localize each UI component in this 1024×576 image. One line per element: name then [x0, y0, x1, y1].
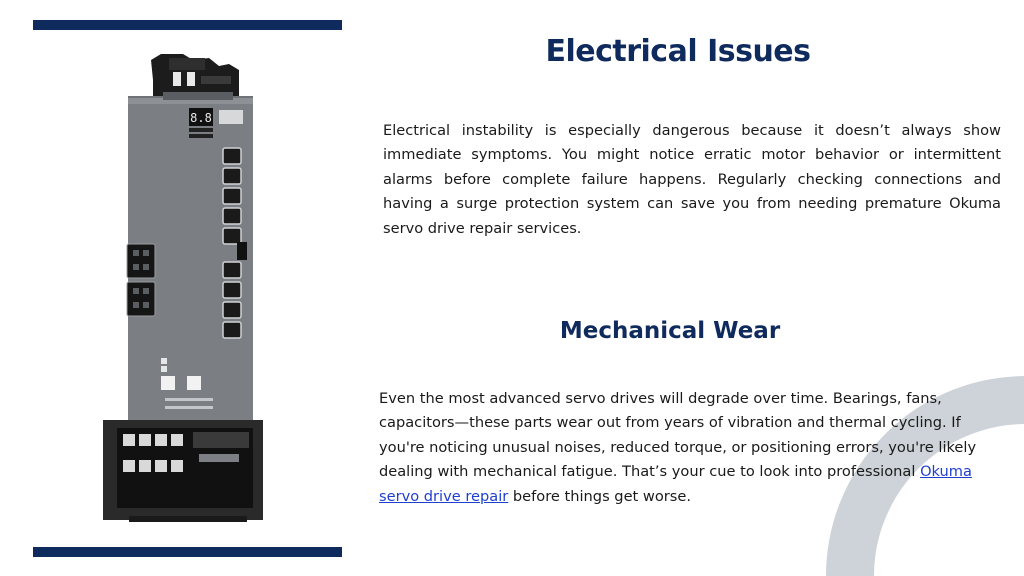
servo-drive-image: [33, 20, 342, 557]
led-display: 8.8: [190, 111, 212, 125]
section-body-mechanical: [379, 387, 999, 509]
body-text-after-link: before things get worse.: [508, 487, 691, 505]
section-title-mechanical: Mechanical Wear: [559, 318, 781, 344]
section-title-electrical: Electrical Issues: [545, 34, 811, 69]
section-body-electrical: Electrical instability is especially dangerous because it doesn’t always show immediate symptoms. You might notice erratic motor behavior or intermittent alarms before complete failure happens. Regularly checking connections and having a surge protection system can save you from needing premature Okuma servo drive repair services.: [383, 122, 1001, 237]
image-bottom-bar: [33, 547, 342, 557]
okuma-repair-link[interactable]: Okuma servo drive repair: [379, 463, 972, 505]
servo-drive-illustration: [33, 20, 342, 557]
body-text-before-link: Even the most advanced servo drives will degrade over time. Bearings, fans, capacitors—these parts wear out from years of vibration and thermal cycling. If you're noticing unusual noises, reduced torque, or positioning errors, you're likely dealing with mechanical fatigue. That’s your cue to look into professional: [379, 390, 977, 481]
